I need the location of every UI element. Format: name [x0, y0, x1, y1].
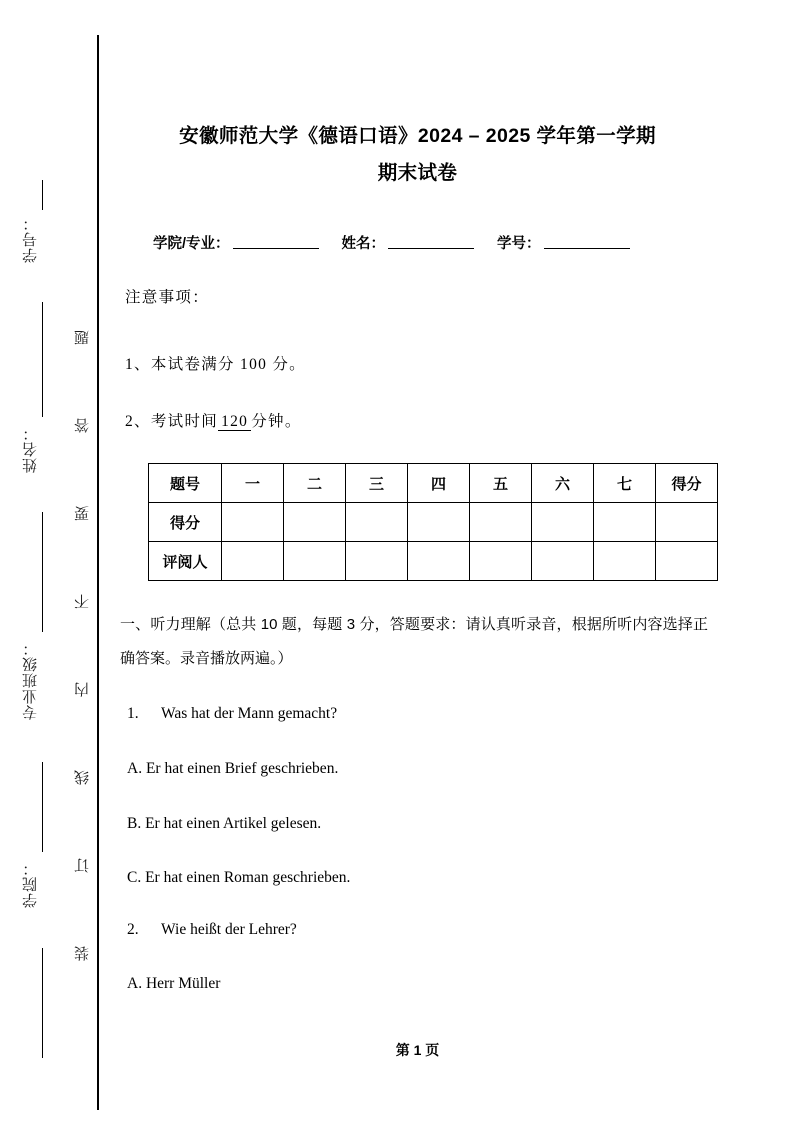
binding-dash-rule-2: [42, 302, 43, 417]
page-body: [120, 0, 725, 1122]
reviewer-cell-1-7[interactable]: [656, 542, 718, 581]
score-cell-0-6[interactable]: [594, 503, 656, 542]
vertical-label-student-id: 学号：: [23, 215, 39, 263]
question-1-option-a[interactable]: A. Er hat einen Brief geschrieben.: [127, 760, 339, 777]
score-cell-0-1[interactable]: [284, 503, 346, 542]
question-1-text: Was hat der Mann gemacht?: [161, 705, 338, 722]
binding-dash-rule-3: [42, 512, 43, 632]
seal-line-column: [72, 330, 104, 1030]
score-table-header-6: 六: [532, 464, 594, 503]
reviewer-cell-1-6[interactable]: [594, 542, 656, 581]
score-table-header-0: 题号: [149, 464, 222, 503]
seal-char-6: 订: [75, 858, 91, 873]
seal-char-5: 线: [75, 770, 91, 785]
score-table: [148, 463, 718, 581]
vertical-label-class: 专业班级：: [23, 640, 39, 720]
section-one-heading: 一、听力理解（总共 10 题，每题 3 分，答题要求：请认真听录音，根据所听内容选择正确答案。录音播放两遍。）: [120, 616, 708, 667]
question-1-option-b[interactable]: B. Er hat einen Artikel gelesen.: [127, 815, 322, 832]
notes-heading: 注意事项：: [125, 289, 210, 306]
reviewer-cell-1-2[interactable]: [346, 542, 408, 581]
page-title: [125, 118, 710, 192]
score-table-row-label-reviewer: 评阅人: [149, 542, 222, 581]
question-1-option-c[interactable]: C. Er hat einen Roman geschrieben.: [127, 869, 351, 886]
note-2-suffix: 分钟。: [251, 413, 302, 430]
score-cell-0-2[interactable]: [346, 503, 408, 542]
question-2-text: Wie heißt der Lehrer?: [161, 921, 297, 938]
student-info-column: [20, 180, 64, 1060]
score-table-header-5: 五: [470, 464, 532, 503]
binding-dash-rule-5: [42, 948, 43, 1058]
page-footer: 第 1 页: [395, 1042, 440, 1058]
question-1-number: 1.: [127, 705, 139, 722]
seal-char-7: 装: [75, 946, 91, 961]
score-cell-0-4[interactable]: [470, 503, 532, 542]
student-id-label: 学号：: [497, 236, 541, 252]
binding-margin: [0, 0, 100, 1122]
question-2-number: 2.: [127, 921, 139, 938]
exam-title-line-1: 安徽师范大学《德语口语》2024 – 2025 学年第一学期: [179, 125, 656, 147]
reviewer-cell-1-5[interactable]: [532, 542, 594, 581]
note-item-1: 1、本试卷满分 100 分。: [125, 356, 306, 373]
table-row: [149, 503, 718, 542]
seal-char-2: 要: [75, 506, 91, 521]
exam-title-line-2: 期末试卷: [377, 162, 458, 184]
name-input[interactable]: [388, 235, 474, 249]
student-id-input[interactable]: [544, 235, 630, 249]
score-table-header-1: 一: [222, 464, 284, 503]
student-form-fields: [153, 232, 713, 253]
score-cell-0-7[interactable]: [656, 503, 718, 542]
name-label: 姓名：: [341, 236, 386, 252]
score-cell-0-3[interactable]: [408, 503, 470, 542]
binding-dash-rule-1: [42, 180, 43, 210]
vertical-label-college: 学院：: [23, 860, 39, 908]
exam-duration-value: 120: [218, 413, 251, 431]
college-major-label: 学院/专业：: [153, 236, 230, 252]
score-table-header-7: 七: [594, 464, 656, 503]
note-2-prefix: 2、考试时间: [125, 413, 219, 430]
score-cell-0-5[interactable]: [532, 503, 594, 542]
seal-char-4: 内: [75, 682, 91, 697]
reviewer-cell-1-4[interactable]: [470, 542, 532, 581]
question-2-option-a[interactable]: A. Herr Müller: [127, 975, 221, 992]
college-major-input[interactable]: [233, 235, 319, 249]
vertical-label-name: 姓名：: [23, 425, 39, 473]
note-item-2: [125, 409, 302, 431]
reviewer-cell-1-1[interactable]: [284, 542, 346, 581]
score-cell-0-0[interactable]: [222, 503, 284, 542]
seal-char-1: 答: [75, 418, 91, 433]
score-table-row-label-score: 得分: [149, 503, 222, 542]
seal-char-0: 题: [75, 330, 91, 345]
reviewer-cell-1-0[interactable]: [222, 542, 284, 581]
score-table-header-4: 四: [408, 464, 470, 503]
question-1: [127, 705, 337, 723]
table-row: [149, 542, 718, 581]
score-table-header-3: 三: [346, 464, 408, 503]
question-2: [127, 921, 297, 939]
table-row-header: [149, 464, 718, 503]
score-table-header-2: 二: [284, 464, 346, 503]
score-table-header-8: 得分: [656, 464, 718, 503]
binding-dash-rule-4: [42, 762, 43, 852]
seal-char-3: 不: [75, 594, 91, 609]
reviewer-cell-1-3[interactable]: [408, 542, 470, 581]
